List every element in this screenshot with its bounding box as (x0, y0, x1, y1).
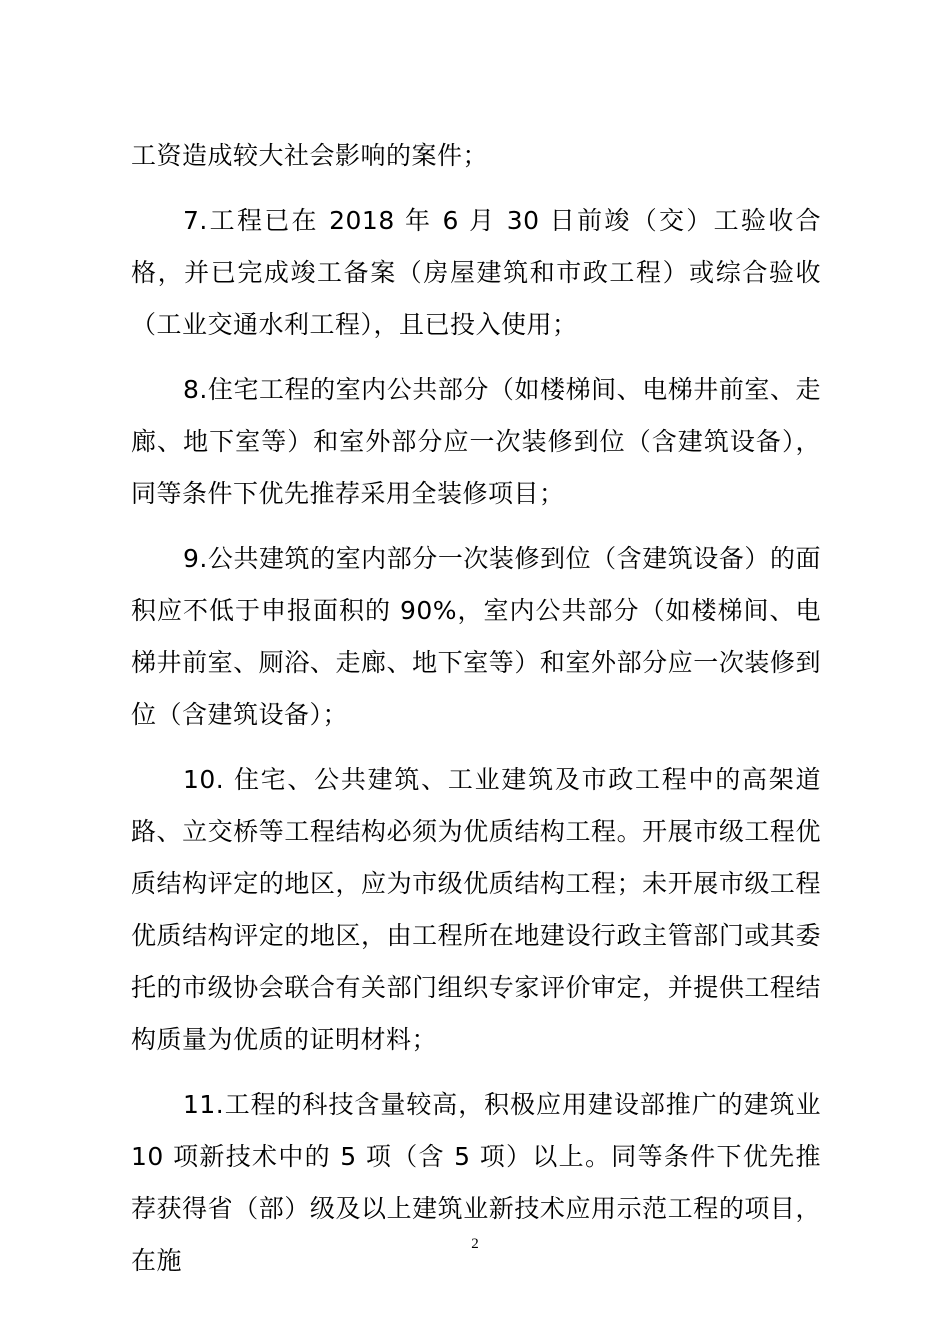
paragraph-item-7: 7.工程已在 2018 年 6 月 30 日前竣（交）工验收合格，并已完成竣工备案（房屋建筑和市政工程）或综合验收（工业交通水利工程），且已投入使用； (131, 206, 821, 339)
paragraph-item-11: 11.工程的科技含量较高，积极应用建设部推广的建筑业 10 项新技术中的 5 项（含 5 项）以上。同等条件下优先推荐获得省（部）级及以上建筑业新技术应用示范工程的项目，在施 (131, 1090, 821, 1275)
document-body (131, 130, 821, 1300)
paragraph-item-10: 10. 住宅、公共建筑、工业建筑及市政工程中的高架道路、立交桥等工程结构必须为优质结构工程。开展市级工程优质结构评定的地区，应为市级优质结构工程；未开展市级工程优质结构评定的地区，由工程所在地建设行政主管部门或其委托的市级协会联合有关部门组织专家评价审定，并提供工程结构质量为优质的证明材料； (131, 765, 821, 1054)
paragraph-item-9: 9.公共建筑的室内部分一次装修到位（含建筑设备）的面积应不低于申报面积的 90%，室内公共部分（如楼梯间、电梯井前室、厕浴、走廊、地下室等）和室外部分应一次装修到位（含建筑设备）； (131, 544, 821, 729)
page-number: 2 (471, 1236, 479, 1252)
paragraph-continuation: 工资造成较大社会影响的案件； (131, 141, 489, 170)
paragraph-item-8: 8.住宅工程的室内公共部分（如楼梯间、电梯井前室、走廊、地下室等）和室外部分应一次装修到位（含建筑设备），同等条件下优先推荐采用全装修项目； (131, 375, 821, 508)
